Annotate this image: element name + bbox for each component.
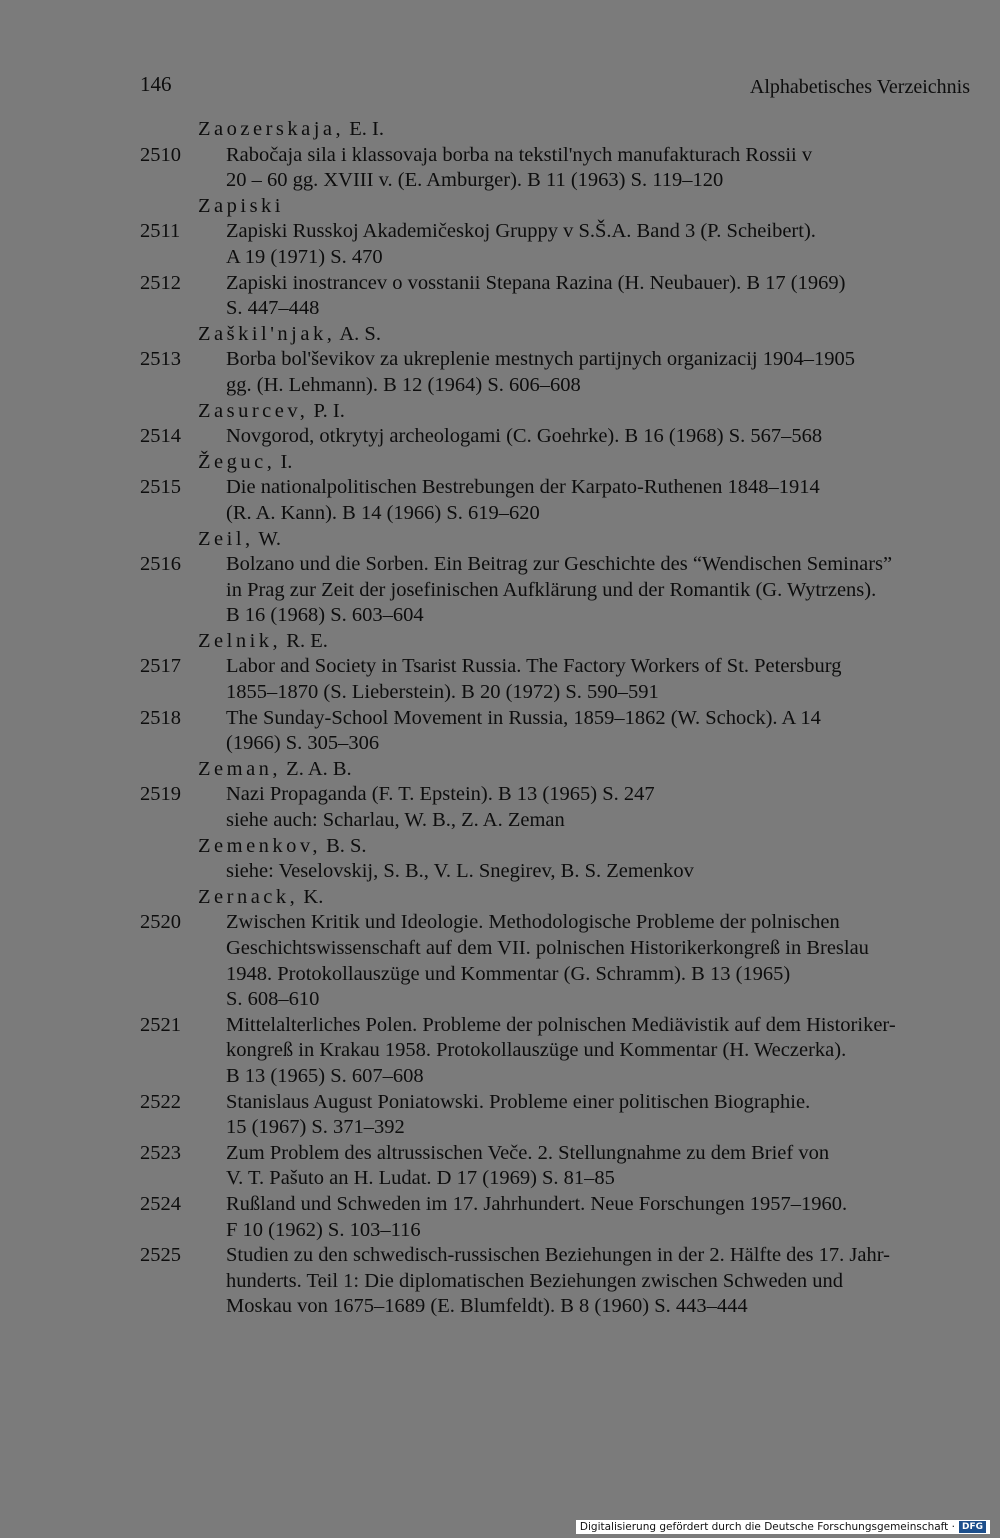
- entry-line: 1855–1870 (S. Lieberstein). B 20 (1972) S. 590–591: [226, 681, 659, 704]
- author-initials: B. S.: [326, 834, 367, 857]
- bibliography-entry: [140, 143, 985, 194]
- entry-line: in Prag zur Zeit der josefinischen Aufklärung und der Romantik (G. Wytrzens).: [226, 578, 877, 601]
- bibliography-entry: [140, 1090, 985, 1141]
- entry-number: 2517: [140, 655, 181, 678]
- footer-text: Digitalisierung gefördert durch die Deutsche Forschungsgemeinschaft ·: [579, 1521, 955, 1533]
- entry-line: Zwischen Kritik und Ideologie. Methodologische Probleme der polnischen: [226, 911, 840, 934]
- entry-line: Zapiski Russkoj Akademičeskoj Gruppy v S.Š.A. Band 3 (P. Scheibert).: [226, 220, 816, 243]
- bibliography-entry: [140, 782, 985, 833]
- author-heading: [140, 399, 985, 425]
- author-heading: [140, 629, 985, 655]
- entry-line: Nazi Propaganda (F. T. Epstein). B 13 (1965) S. 247: [226, 783, 655, 806]
- author-initials: Z. A. B.: [286, 757, 352, 780]
- entry-line: S. 608–610: [226, 988, 320, 1011]
- author-surname: Zapiski: [198, 194, 284, 217]
- entry-text: [226, 347, 985, 398]
- entry-text: [226, 219, 985, 270]
- author-surname: Zelnik,: [198, 629, 282, 652]
- entry-line: The Sunday-School Movement in Russia, 1859–1862 (W. Schock). A 14: [226, 706, 821, 729]
- bibliography-entry: [140, 1243, 985, 1320]
- author-heading: [140, 117, 985, 143]
- author-initials: I.: [280, 450, 293, 473]
- author-heading: [140, 834, 985, 860]
- author-heading: [140, 450, 985, 476]
- bibliography-entry: [140, 271, 985, 322]
- entry-line: B 13 (1965) S. 607–608: [226, 1064, 424, 1087]
- entry-line: siehe auch: Scharlau, W. B., Z. A. Zeman: [226, 809, 565, 832]
- entry-text: [226, 143, 985, 194]
- author-surname: Zasurcev,: [198, 399, 309, 422]
- entry-line: Stanislaus August Poniatowski. Probleme einer politischen Biographie.: [226, 1090, 811, 1113]
- entry-line: Geschichtswissenschaft auf dem VII. polnischen Historikerkongreß in Breslau: [226, 937, 869, 959]
- entry-number: 2524: [140, 1192, 181, 1215]
- author-surname: Zeman,: [198, 757, 282, 780]
- dfg-logo: DFG: [959, 1521, 986, 1533]
- footer-credit: [576, 1520, 990, 1534]
- entry-number: 2512: [140, 271, 181, 294]
- entry-text: [226, 475, 985, 526]
- entry-line: B 16 (1968) S. 603–604: [226, 604, 424, 627]
- entry-line: F 10 (1962) S. 103–116: [226, 1218, 421, 1241]
- entry-line: gg. (H. Lehmann). B 12 (1964) S. 606–608: [226, 373, 581, 396]
- bibliography-entry: [140, 347, 985, 398]
- entry-number: 2514: [140, 425, 181, 448]
- entry-line: Moskau von 1675–1689 (E. Blumfeldt). B 8 (1960) S. 443–444: [226, 1295, 748, 1318]
- entry-text: [226, 654, 985, 705]
- bibliography-entry: [140, 706, 985, 757]
- entry-number: 2525: [140, 1244, 181, 1267]
- bibliography-entry: [140, 424, 985, 450]
- entry-line: Rabočaja sila i klassovaja borba na tekstil'nych manufakturach Rossii v: [226, 143, 813, 166]
- entry-number: 2522: [140, 1090, 181, 1113]
- running-title: Alphabetisches Verzeichnis: [749, 76, 970, 98]
- entry-number: 2519: [140, 783, 181, 806]
- author-initials: A. S.: [339, 322, 381, 345]
- entry-line: Studien zu den schwedisch-russischen Beziehungen in der 2. Hälfte des 17. Jahr-: [226, 1244, 890, 1267]
- entry-line: 20 – 60 gg. XVIII v. (E. Amburger). B 11 (1963) S. 119–120: [226, 169, 724, 192]
- page-number: 146: [140, 72, 172, 96]
- entry-text: [226, 1192, 985, 1243]
- entry-number: 2518: [140, 706, 181, 729]
- author-heading: [140, 527, 985, 553]
- bibliography-entry: [140, 859, 985, 885]
- entry-line: Bolzano und die Sorben. Ein Beitrag zur Geschichte des “Wendischen Seminars”: [226, 553, 893, 576]
- bibliography-entry: [140, 1192, 985, 1243]
- author-initials: R. E.: [286, 629, 328, 652]
- entry-line: Labor and Society in Tsarist Russia. The Factory Workers of St. Petersburg: [226, 655, 842, 678]
- author-heading: [140, 757, 985, 783]
- author-initials: W.: [258, 527, 281, 550]
- entry-number: 2513: [140, 348, 181, 371]
- entry-text: [226, 859, 985, 885]
- author-surname: Žeguc,: [198, 450, 276, 473]
- entry-number: 2510: [140, 143, 181, 166]
- entry-line: S. 447–448: [226, 297, 320, 320]
- entry-text: [226, 1243, 985, 1320]
- author-surname: Zaškil'njak,: [198, 322, 336, 345]
- entry-text: [226, 782, 985, 833]
- entry-number: 2523: [140, 1141, 181, 1164]
- author-surname: Zemenkov,: [198, 834, 321, 857]
- entry-line: (R. A. Kann). B 14 (1966) S. 619–620: [226, 501, 540, 524]
- author-initials: P. I.: [313, 399, 345, 422]
- entry-text: [226, 910, 985, 1012]
- entry-line: hunderts. Teil 1: Die diplomatischen Beziehungen zwischen Schweden und: [226, 1269, 844, 1292]
- entry-line: Novgorod, otkrytyj archeologami (C. Goehrke). B 16 (1968) S. 567–568: [226, 425, 823, 448]
- entry-line: Die nationalpolitischen Bestrebungen der Karpato-Ruthenen 1848–1914: [226, 476, 820, 499]
- bibliography-entry: [140, 552, 985, 629]
- author-initials: K.: [303, 885, 324, 908]
- entry-line: Zum Problem des altrussischen Veče. 2. Stellungnahme zu dem Brief von: [226, 1141, 830, 1164]
- entry-number: 2515: [140, 476, 181, 499]
- entry-line: Rußland und Schweden im 17. Jahrhundert. Neue Forschungen 1957–1960.: [226, 1192, 848, 1215]
- entry-line: 1948. Protokollauszüge und Kommentar (G. Schramm). B 13 (1965): [226, 962, 791, 985]
- entry-number: 2521: [140, 1013, 181, 1036]
- entry-text: [226, 424, 985, 450]
- entry-number: 2520: [140, 911, 181, 934]
- entry-text: [226, 552, 985, 629]
- entry-text: [226, 271, 985, 322]
- author-surname: Zeil,: [198, 527, 254, 550]
- entry-number: 2516: [140, 553, 181, 576]
- entry-line: A 19 (1971) S. 470: [226, 245, 383, 268]
- bibliography-entry: [140, 1141, 985, 1192]
- entry-line: (1966) S. 305–306: [226, 732, 380, 755]
- entry-line: Zapiski inostrancev o vosstanii Stepana Razina (H. Neubauer). B 17 (1969): [226, 271, 846, 294]
- entry-line: siehe: Veselovskij, S. B., V. L. Snegirev, B. S. Zemenkov: [226, 860, 694, 883]
- author-surname: Zernack,: [198, 885, 299, 908]
- entry-text: [226, 1090, 985, 1141]
- entry-text: [226, 1013, 985, 1090]
- author-heading: [140, 194, 985, 220]
- entry-text: [226, 706, 985, 757]
- author-heading: [140, 322, 985, 348]
- bibliography-entry: [140, 219, 985, 270]
- bibliography-entry: [140, 475, 985, 526]
- entry-number: 2511: [140, 220, 181, 243]
- entry-line: 15 (1967) S. 371–392: [226, 1116, 405, 1139]
- entry-line: V. T. Pašuto an H. Ludat. D 17 (1969) S. 81–85: [226, 1167, 615, 1190]
- bibliography-entry: [140, 654, 985, 705]
- entry-line: kongreß in Krakau 1958. Protokollauszüge und Kommentar (H. Weczerka).: [226, 1039, 847, 1062]
- bibliography-entry: [140, 910, 985, 1012]
- author-surname: Zaozerskaja,: [198, 118, 345, 140]
- bibliography-list: [140, 117, 985, 1320]
- entry-line: Borba bol'ševikov za ukreplenie mestnych partijnych organizacij 1904–1905: [226, 348, 855, 371]
- author-initials: E. I.: [349, 118, 385, 140]
- entry-line: Mittelalterliches Polen. Probleme der polnischen Mediävistik auf dem Historiker-: [226, 1013, 896, 1036]
- author-heading: [140, 885, 985, 911]
- bibliography-entry: [140, 1013, 985, 1090]
- entry-text: [226, 1141, 985, 1192]
